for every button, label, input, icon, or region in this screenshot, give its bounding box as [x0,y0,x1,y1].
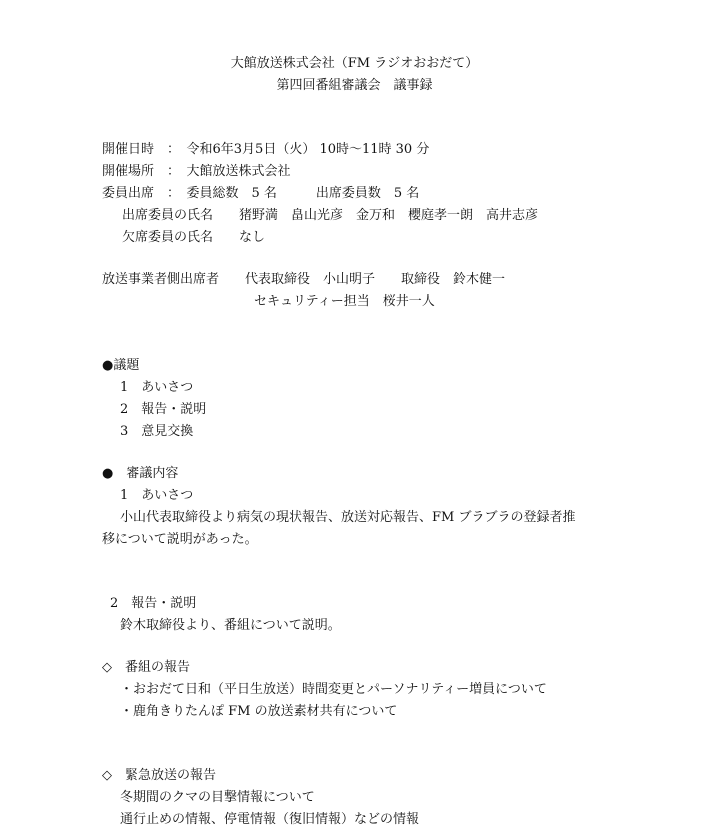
agenda-item: 1 あいさつ [120,380,194,395]
document-title: 大館放送株式会社（FM ラジオおおだて） [230,56,479,71]
program-report-heading: ◇ 番組の報告 [102,660,190,675]
agenda-item: 2 報告・説明 [120,402,207,417]
program-report-item: ・鹿角きりたんぽ FM の放送素材共有について [120,704,398,719]
meeting-attendance: 委員出席 ： 委員総数 5 名 出席委員数 5 名 [102,186,420,201]
agenda-heading: ●議題 [102,358,140,373]
section-1-body: 小山代表取締役より病気の現状報告、放送対応報告、FM ブラブラの登録者推 [120,510,576,525]
absent-members: 欠席委員の氏名 なし [122,230,266,245]
meeting-datetime: 開催日時 ： 令和6年3月5日（火） 10時～11時 30 分 [102,142,430,157]
section-1-body-cont: 移について説明があった。 [102,532,258,547]
section-2-body: 鈴木取締役より、番組について説明。 [120,618,341,633]
broadcaster-attendees-cont: セキュリティー担当 桜井一人 [254,294,435,309]
deliberation-heading: ● 審議内容 [102,466,179,481]
meeting-place: 開催場所 ： 大館放送株式会社 [102,164,291,179]
section-1-title: 1 あいさつ [120,488,194,503]
broadcaster-attendees: 放送事業者側出席者 代表取締役 小山明子 取締役 鈴木健一 [102,272,506,287]
section-2-title: 2 報告・説明 [110,596,197,611]
present-members: 出席委員の氏名 猪野満 畠山光彦 金万和 櫻庭孝一朗 高井志彦 [122,208,539,223]
emergency-report-heading: ◇ 緊急放送の報告 [102,768,216,783]
program-report-item: ・おおだて日和（平日生放送）時間変更とパーソナリティー増員について [120,682,547,697]
document-subtitle: 第四回番組審議会 議事録 [276,78,433,93]
emergency-report-item: 通行止めの情報、停電情報（復旧情報）などの情報 [120,812,420,827]
emergency-report-item: 冬期間のクマの目撃情報について [120,790,315,805]
agenda-item: 3 意見交換 [120,424,194,439]
